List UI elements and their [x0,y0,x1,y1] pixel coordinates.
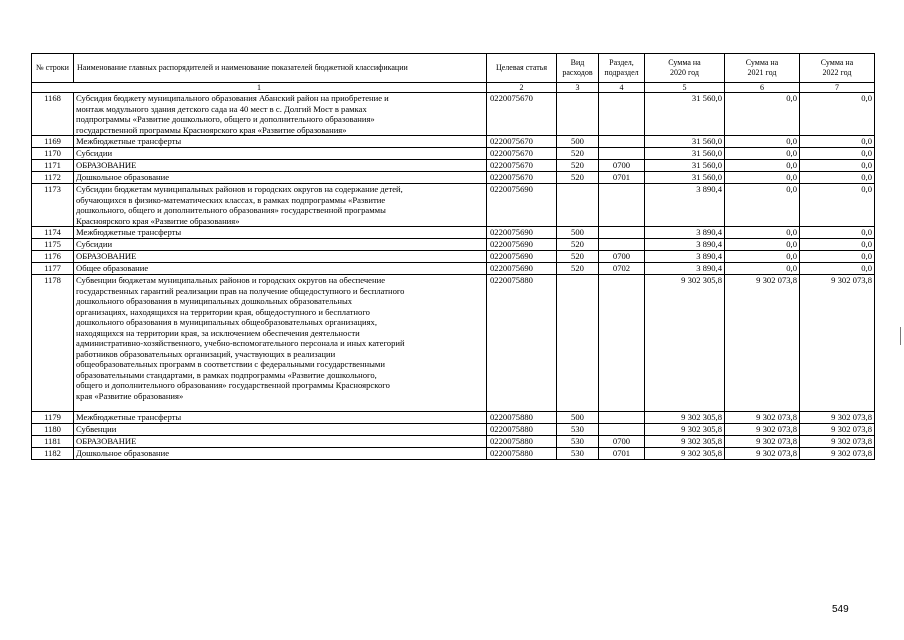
column-number: 6 [725,83,800,93]
page-number: 549 [832,604,849,615]
row-number: 1170 [32,148,74,160]
row-sum-2021: 9 302 073,8 [725,448,800,460]
row-sum-2021: 0,0 [725,172,800,184]
table-row [32,184,875,227]
row-sum-2022: 9 302 073,8 [800,436,875,448]
row-name: Субвенции [74,424,487,436]
row-sum-2020: 31 560,0 [645,172,725,184]
row-target-code: 0220075880 [487,412,557,424]
row-name: Межбюджетные трансферты [74,412,487,424]
row-sum-2020: 9 302 305,8 [645,275,725,412]
row-sum-2021: 0,0 [725,239,800,251]
row-sum-2022: 0,0 [800,148,875,160]
row-number: 1172 [32,172,74,184]
header-vid: Вид расходов [557,54,599,83]
row-sum-2021: 0,0 [725,184,800,227]
row-section: 0702 [599,263,645,275]
row-section [599,412,645,424]
row-expense-type: 530 [557,424,599,436]
header-sum-2021: Сумма на 2021 год [725,54,800,83]
row-sum-2022: 9 302 073,8 [800,275,875,412]
row-expense-type [557,93,599,136]
row-sum-2020: 31 560,0 [645,93,725,136]
header-sum-2020: Сумма на 2020 год [645,54,725,83]
row-target-code: 0220075690 [487,239,557,251]
row-sum-2021: 0,0 [725,148,800,160]
row-sum-2020: 9 302 305,8 [645,436,725,448]
row-number: 1169 [32,136,74,148]
row-sum-2021: 0,0 [725,227,800,239]
table-row [32,160,875,172]
row-target-code: 0220075690 [487,227,557,239]
column-number: 3 [557,83,599,93]
row-target-code: 0220075880 [487,436,557,448]
row-number: 1182 [32,448,74,460]
row-sum-2020: 31 560,0 [645,136,725,148]
row-number: 1181 [32,436,74,448]
row-sum-2021: 9 302 073,8 [725,275,800,412]
row-expense-type: 520 [557,263,599,275]
row-expense-type: 520 [557,160,599,172]
table-row [32,93,875,136]
row-name: ОБРАЗОВАНИЕ [74,160,487,172]
row-target-code: 0220075670 [487,93,557,136]
row-section [599,424,645,436]
row-sum-2022: 0,0 [800,239,875,251]
row-sum-2021: 9 302 073,8 [725,424,800,436]
column-number: 4 [599,83,645,93]
row-sum-2020: 3 890,4 [645,227,725,239]
row-name: Межбюджетные трансферты [74,136,487,148]
column-number: 1 [32,83,487,93]
row-target-code: 0220075880 [487,448,557,460]
row-target-code: 0220075670 [487,160,557,172]
header-row-no: № строки [32,54,74,83]
row-sum-2022: 0,0 [800,93,875,136]
row-expense-type: 500 [557,136,599,148]
row-section [599,93,645,136]
table-row [32,251,875,263]
row-number: 1168 [32,93,74,136]
row-name: Общее образование [74,263,487,275]
table-row [32,263,875,275]
header-row [32,54,875,83]
row-sum-2021: 0,0 [725,93,800,136]
table-row [32,275,875,412]
row-sum-2022: 0,0 [800,227,875,239]
column-number-row [32,83,875,93]
row-expense-type [557,184,599,227]
table-row [32,436,875,448]
row-sum-2020: 3 890,4 [645,251,725,263]
row-sum-2021: 9 302 073,8 [725,436,800,448]
row-sum-2022: 0,0 [800,251,875,263]
row-target-code: 0220075690 [487,251,557,263]
row-sum-2021: 9 302 073,8 [725,412,800,424]
row-sum-2020: 9 302 305,8 [645,424,725,436]
row-number: 1171 [32,160,74,172]
row-section: 0700 [599,436,645,448]
row-target-code: 0220075880 [487,275,557,412]
row-section [599,136,645,148]
row-number: 1178 [32,275,74,412]
row-sum-2022: 0,0 [800,263,875,275]
row-expense-type: 520 [557,239,599,251]
row-sum-2022: 0,0 [800,172,875,184]
row-expense-type: 500 [557,227,599,239]
row-name: Субсидии [74,239,487,251]
row-section: 0701 [599,172,645,184]
row-sum-2022: 0,0 [800,184,875,227]
row-number: 1179 [32,412,74,424]
header-razdel: Раздел, подраздел [599,54,645,83]
table-row [32,412,875,424]
header-name: Наименование главных распорядителей и наименование показателей бюджетной классификации [74,54,487,83]
row-name: Субвенции бюджетам муниципальных районов и городских округов на обеспечение государственных гарантий реализации прав на получение общедоступного и бесплатного дошкольного образования в муниципальных дошкольных образовательных организациях, находящихся на территории края, общедоступного и бесплатного дошкольного образования в муниципальных общеобразовательных организациях, находящихся на территории края, за исключением обеспечения деятельности административно-хозяйственного, учебно-вспомогательного персонала и иных категорий работников образовательных организаций, участвующих в реализации общеобразовательных программ в соответствии с федеральными государственными образовательными стандартами, в рамках подпрограммы «Развитие дошкольного, общего и дополнительного образования» государственной программы Красноярского края «Развитие образования» [74,275,487,412]
table-row [32,448,875,460]
row-section [599,227,645,239]
row-number: 1174 [32,227,74,239]
table-row [32,227,875,239]
table-row [32,239,875,251]
row-sum-2021: 0,0 [725,160,800,172]
header-sum-2022: Сумма на 2022 год [800,54,875,83]
row-expense-type: 520 [557,172,599,184]
row-name: ОБРАЗОВАНИЕ [74,436,487,448]
budget-table [31,53,875,460]
row-target-code: 0220075690 [487,184,557,227]
row-target-code: 0220075670 [487,172,557,184]
row-target-code: 0220075670 [487,136,557,148]
row-number: 1177 [32,263,74,275]
row-number: 1176 [32,251,74,263]
header-target: Целевая статья [487,54,557,83]
row-expense-type: 530 [557,448,599,460]
row-section [599,148,645,160]
row-sum-2022: 9 302 073,8 [800,424,875,436]
row-sum-2021: 0,0 [725,136,800,148]
row-name: Дошкольное образование [74,448,487,460]
table-row [32,148,875,160]
row-section [599,184,645,227]
row-number: 1180 [32,424,74,436]
row-sum-2021: 0,0 [725,251,800,263]
row-sum-2020: 31 560,0 [645,160,725,172]
row-sum-2021: 0,0 [725,263,800,275]
row-name: Субсидии бюджетам муниципальных районов и городских округов на содержание детей, обучающихся в физико-математических классах, в рамках подпрограммы «Развитие дошкольного, общего и дополнительного образования» государственной программы Красноярского края «Развитие образования» [74,184,487,227]
row-sum-2022: 9 302 073,8 [800,448,875,460]
table-row [32,424,875,436]
row-section: 0700 [599,251,645,263]
column-number: 5 [645,83,725,93]
row-expense-type: 520 [557,148,599,160]
column-number: 7 [800,83,875,93]
row-name: Межбюджетные трансферты [74,227,487,239]
row-sum-2020: 9 302 305,8 [645,412,725,424]
row-name: ОБРАЗОВАНИЕ [74,251,487,263]
row-expense-type: 520 [557,251,599,263]
row-section [599,239,645,251]
row-sum-2020: 9 302 305,8 [645,448,725,460]
row-section [599,275,645,412]
row-expense-type: 500 [557,412,599,424]
row-sum-2022: 0,0 [800,160,875,172]
row-expense-type: 530 [557,436,599,448]
table-row [32,172,875,184]
row-section: 0701 [599,448,645,460]
column-number: 2 [487,83,557,93]
table-row [32,136,875,148]
row-name: Дошкольное образование [74,172,487,184]
margin-mark [900,327,901,345]
row-target-code: 0220075880 [487,424,557,436]
row-sum-2022: 0,0 [800,136,875,148]
row-target-code: 0220075670 [487,148,557,160]
row-number: 1173 [32,184,74,227]
row-name: Субсидии [74,148,487,160]
row-sum-2020: 3 890,4 [645,239,725,251]
row-sum-2020: 3 890,4 [645,184,725,227]
row-sum-2020: 3 890,4 [645,263,725,275]
row-target-code: 0220075690 [487,263,557,275]
row-sum-2022: 9 302 073,8 [800,412,875,424]
row-number: 1175 [32,239,74,251]
row-sum-2020: 31 560,0 [645,148,725,160]
row-name: Субсидия бюджету муниципального образования Абанский район на приобретение и монтаж модульного здания детского сада на 40 мест в с. Долгий Мост в рамках подпрограммы «Развитие дошкольного, общего и дополнительного образования» государственной программы Красноярского края «Развитие образования» [74,93,487,136]
row-section: 0700 [599,160,645,172]
row-expense-type [557,275,599,412]
